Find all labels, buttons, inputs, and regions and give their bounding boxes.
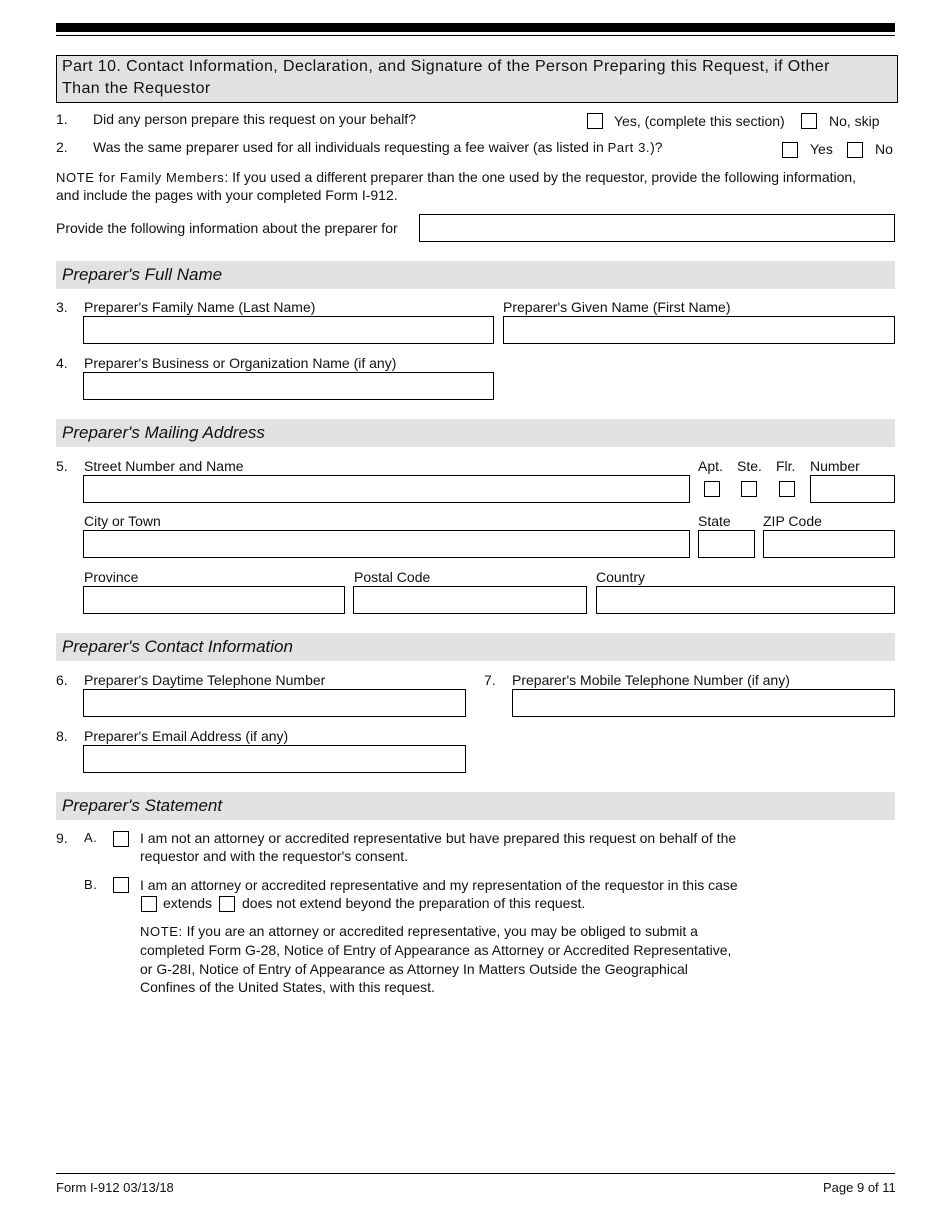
q7-number: 7. [484,672,496,688]
section-full-name: Preparer's Full Name [56,261,895,289]
q9b-checkbox[interactable] [113,877,129,893]
email-input[interactable] [83,745,466,773]
apt-checkbox[interactable] [704,481,720,497]
country-label: Country [596,569,646,585]
attorney-note-line4: Confines of the United States, with this request. [140,979,435,995]
postal-code-label: Postal Code [354,569,431,585]
q1-text: Did any person prepare this request on your behalf? [93,111,416,127]
q9a-line2: requestor and with the requestor's consent. [140,848,409,864]
q9a-line1: I am not an attorney or accredited representative but have prepared this request on behalf of the [140,830,737,846]
daytime-phone-input[interactable] [83,689,466,717]
city-label: City or Town [84,513,161,529]
attorney-note-text: If you are an attorney or accredited representative, you may be obliged to submit a [182,923,698,939]
given-name-label: Preparer's Given Name (First Name) [503,299,731,315]
attorney-note-line3: or G-28I, Notice of Entry of Appearance as Attorney In Matters Outside the Geographical [140,961,688,977]
section-contact-information: Preparer's Contact Information [56,633,895,661]
part-10-header [56,55,898,103]
q6-number: 6. [56,672,68,688]
q5-number: 5. [56,458,68,474]
q2-part-ref: Part 3. [607,140,651,155]
q8-number: 8. [56,728,68,744]
mobile-phone-label: Preparer's Mobile Telephone Number (if any) [512,672,790,688]
q1-yes-checkbox[interactable] [587,113,603,129]
preparer-for-label: Provide the following information about the preparer for [56,220,398,236]
attorney-note-line1 [140,922,698,941]
q2-yes-label: Yes [810,141,833,157]
q9a-label: A. [84,830,98,845]
q2-text-end: )? [650,139,663,155]
family-name-label: Preparer's Family Name (Last Name) [84,299,316,315]
q2-text-main: Was the same preparer used for all individuals requesting a fee waiver (as listed in [93,139,604,155]
footer-page-number: Page 9 of 11 [823,1180,896,1195]
not-extend-label: does not extend beyond the preparation of this request. [242,895,586,911]
business-name-label: Preparer's Business or Organization Name (if any) [84,355,397,371]
attorney-note-line2: completed Form G-28, Notice of Entry of Appearance as Attorney or Accredited Representative, [140,942,732,958]
extends-label: extends [163,895,213,911]
q2-number: 2. [56,139,68,155]
attorney-note-label: NOTE: [140,924,183,939]
apt-label: Apt. [698,458,723,474]
street-input[interactable] [83,475,690,503]
business-name-input[interactable] [83,372,494,400]
state-label: State [698,513,731,529]
mobile-phone-input[interactable] [512,689,895,717]
ste-label: Ste. [737,458,762,474]
flr-label: Flr. [776,458,796,474]
number-label: Number [810,458,860,474]
q1-no-checkbox[interactable] [801,113,817,129]
q9b-label: B. [84,877,98,892]
city-input[interactable] [83,530,690,558]
q2-text [93,138,663,157]
province-label: Province [84,569,139,585]
part-header-line2: Than the Requestor [62,80,211,97]
q2-no-label: No [875,141,893,157]
not-extend-checkbox[interactable] [219,896,235,912]
state-select[interactable] [698,530,755,558]
ste-checkbox[interactable] [741,481,757,497]
flr-checkbox[interactable] [779,481,795,497]
top-rule [56,35,895,36]
zip-input[interactable] [763,530,895,558]
q9-number: 9. [56,830,68,846]
email-label: Preparer's Email Address (if any) [84,728,289,744]
postal-code-input[interactable] [353,586,587,614]
q1-no-label: No, skip [829,113,880,129]
q9b-line1: I am an attorney or accredited representative and my representation of the requestor in this case [140,877,738,893]
section-preparers-statement: Preparer's Statement [56,792,895,820]
section-mailing-address: Preparer's Mailing Address [56,419,895,447]
family-name-input[interactable] [83,316,494,344]
family-note-label: NOTE for Family Members [56,170,225,185]
preparer-for-input[interactable] [419,214,895,242]
footer-rule [56,1173,895,1174]
family-note-text: : If you used a different preparer than the one used by the requestor, provide the following information, [224,169,857,185]
given-name-input[interactable] [503,316,895,344]
extends-checkbox[interactable] [141,896,157,912]
street-label: Street Number and Name [84,458,244,474]
unit-number-input[interactable] [810,475,895,503]
family-note-line2: and include the pages with your completed Form I-912. [56,187,398,203]
footer-form-id: Form I-912 03/13/18 [56,1180,174,1195]
q1-number: 1. [56,111,68,127]
q4-number: 4. [56,355,68,371]
province-input[interactable] [83,586,345,614]
q2-yes-checkbox[interactable] [782,142,798,158]
country-input[interactable] [596,586,895,614]
q3-number: 3. [56,299,68,315]
family-note-line1 [56,168,856,187]
part-header-line1: Part 10. Contact Information, Declaration, and Signature of the Person Preparing this Request, if Other [62,58,830,75]
q9a-checkbox[interactable] [113,831,129,847]
zip-label: ZIP Code [763,513,822,529]
q1-yes-label: Yes, (complete this section) [614,113,785,129]
top-bar [56,23,895,32]
q2-no-checkbox[interactable] [847,142,863,158]
daytime-phone-label: Preparer's Daytime Telephone Number [84,672,326,688]
